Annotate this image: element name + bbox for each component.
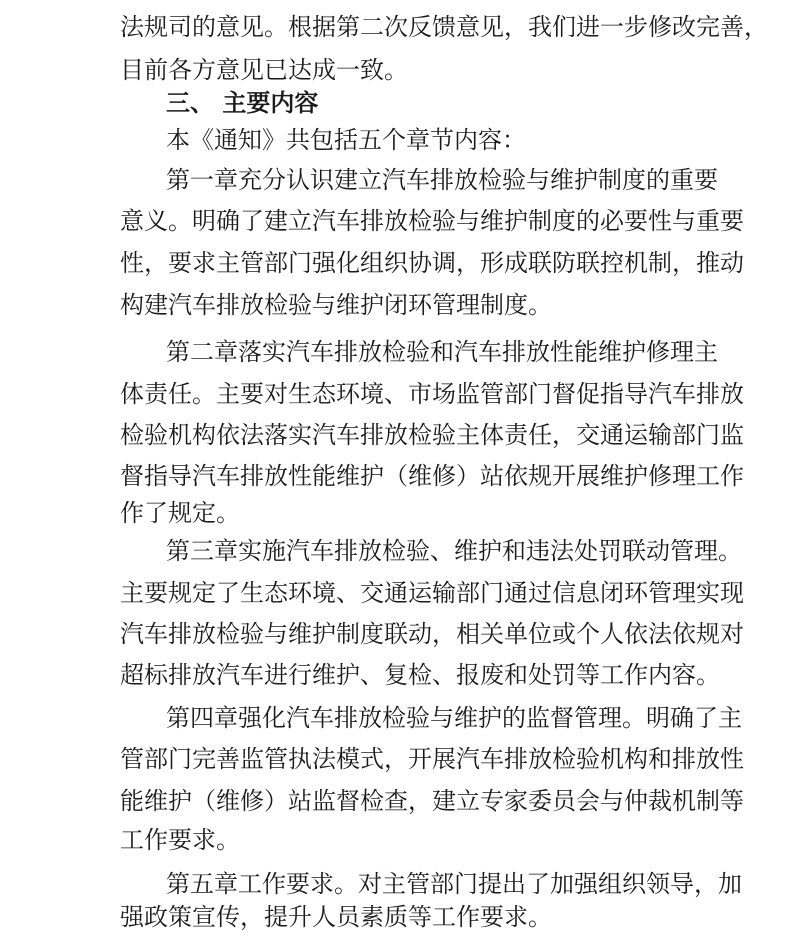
chapter-2-line-5: 作了规定。 (120, 499, 240, 527)
summary-line: 本《通知》共包括五个章节内容： (166, 126, 526, 154)
section-heading: 三、 主要内容 (166, 89, 319, 117)
chapter-3-line-3: 汽车排放检验与维护制度联动，相关单位或个人依法依规对 (120, 620, 744, 648)
chapter-2-line-4: 督指导汽车排放性能维护（维修）站依规开展维护修理工作 (120, 462, 744, 490)
chapter-2-line-3: 检验机构依法落实汽车排放检验主体责任，交通运输部门监 (120, 421, 744, 449)
chapter-5-line-1: 第五章工作要求。对主管部门提出了加强组织领导，加 (166, 870, 742, 898)
chapter-1-line-4: 构建汽车排放检验与维护闭环管理制度。 (120, 291, 552, 319)
chapter-4-line-4: 工作要求。 (120, 826, 240, 854)
chapter-4-line-2: 管部门完善监管执法模式，开展汽车排放检验机构和排放性 (120, 745, 744, 773)
chapter-1-line-3: 性，要求主管部门强化组织协调，形成联防联控机制，推动 (120, 249, 744, 277)
chapter-3-line-1: 第三章实施汽车排放检验、维护和违法处罚联动管理。 (166, 537, 742, 565)
chapter-4-line-3: 能维护（维修）站监督检查，建立专家委员会与仲裁机制等 (120, 787, 744, 815)
chapter-2-line-2: 体责任。主要对生态环境、市场监管部门督促指导汽车排放 (120, 380, 744, 408)
chapter-3-line-2: 主要规定了生态环境、交通运输部门通过信息闭环管理实现 (120, 579, 744, 607)
chapter-4-line-1: 第四章强化汽车排放检验与维护的监督管理。明确了主 (166, 704, 742, 732)
chapter-3-line-4: 超标排放汽车进行维护、复检、报废和处罚等工作内容。 (120, 661, 720, 689)
intro-line-2: 目前各方意见已达成一致。 (120, 56, 408, 84)
chapter-1-line-1: 第一章充分认识建立汽车排放检验与维护制度的重要 (166, 166, 718, 194)
intro-line-1: 法规司的意见。根据第二次反馈意见，我们进一步修改完善， (120, 13, 768, 41)
chapter-5-line-2: 强政策宣传，提升人员素质等工作要求。 (120, 903, 552, 931)
chapter-1-line-2: 意义。明确了建立汽车排放检验与维护制度的必要性与重要 (120, 207, 744, 235)
chapter-2-line-1: 第二章落实汽车排放检验和汽车排放性能维护修理主 (166, 338, 718, 366)
